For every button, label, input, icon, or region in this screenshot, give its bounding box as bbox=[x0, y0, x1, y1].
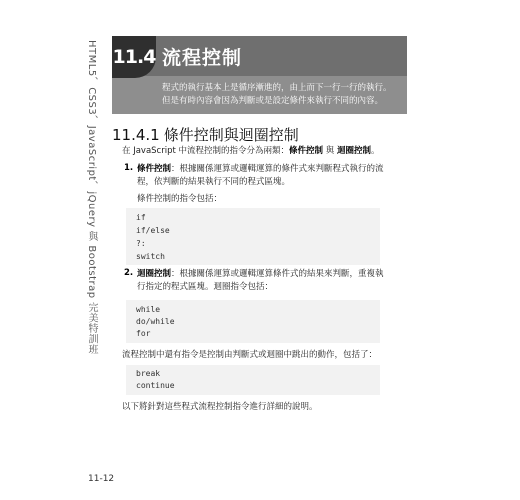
code-line: for bbox=[136, 329, 151, 338]
list-item-1-text bbox=[137, 163, 387, 189]
list-number-2: 2. bbox=[124, 268, 134, 278]
section-title: 流程控制 bbox=[162, 47, 243, 69]
code-line: do/while bbox=[136, 317, 175, 326]
list-item-2-desc: ：根據關係運算或邏輯運算條件式的結果來判斷，重複執行指定的程式區塊。迴圈指令包括： bbox=[137, 269, 384, 292]
code-block-loop bbox=[126, 300, 380, 343]
page-number: 11-12 bbox=[88, 474, 115, 484]
code-line: break bbox=[136, 369, 161, 378]
subsection-heading bbox=[112, 124, 299, 145]
code-block-conditional bbox=[126, 208, 380, 265]
list-item-2-term: 迴圈控制 bbox=[137, 269, 172, 279]
code-line: if bbox=[136, 213, 146, 222]
code-block-jump bbox=[126, 365, 380, 395]
list-item-1-note: 條件控制的指令包括： bbox=[137, 194, 223, 204]
section-intro: 程式的執行基本上是循序漸進的，由上而下一行一行的執行。但是有時內容會因為判斷或是設定條件來執行不同的內容。 bbox=[162, 83, 392, 106]
lead-paragraph bbox=[122, 145, 392, 158]
code-line: ?: bbox=[136, 239, 146, 248]
jump-paragraph: 流程控制中還有指令是控制由判斷式或迴圈中跳出的動作，包括了： bbox=[122, 350, 378, 360]
section-banner-strip bbox=[112, 36, 407, 76]
lead-connector: 與 bbox=[323, 146, 337, 156]
list-item-2-text bbox=[137, 268, 387, 294]
list-item-1-term: 條件控制 bbox=[137, 164, 172, 174]
list-number-1: 1. bbox=[124, 163, 134, 173]
closing-paragraph: 以下將針對這些程式流程控制指令進行詳細的說明。 bbox=[122, 402, 318, 412]
lead-term-loop: 迴圈控制 bbox=[336, 146, 371, 156]
lead-term-conditional: 條件控制 bbox=[289, 146, 324, 156]
lead-text: 在 JavaScript 中流程控制的指令分為兩類： bbox=[122, 146, 290, 156]
subsection-number: 11.4.1 bbox=[112, 126, 160, 144]
section-number-badge: 11.4 bbox=[112, 36, 156, 78]
subsection-title: 條件控制與迴圈控制 bbox=[163, 126, 299, 144]
code-line: switch bbox=[136, 252, 165, 261]
list-item-1-desc: ：根據關係運算或邏輯運算的條件式來判斷程式執行的流程，依判斷的結果執行不同的程式區塊。 bbox=[137, 164, 384, 187]
lead-end: 。 bbox=[370, 146, 380, 156]
code-line: if/else bbox=[136, 226, 170, 235]
code-line: while bbox=[136, 305, 161, 314]
book-title-vertical: HTML5、CSS3、JavaScript、jQuery 與 Bootstrap 完美特訓班 bbox=[86, 40, 97, 355]
code-line: continue bbox=[136, 381, 175, 390]
